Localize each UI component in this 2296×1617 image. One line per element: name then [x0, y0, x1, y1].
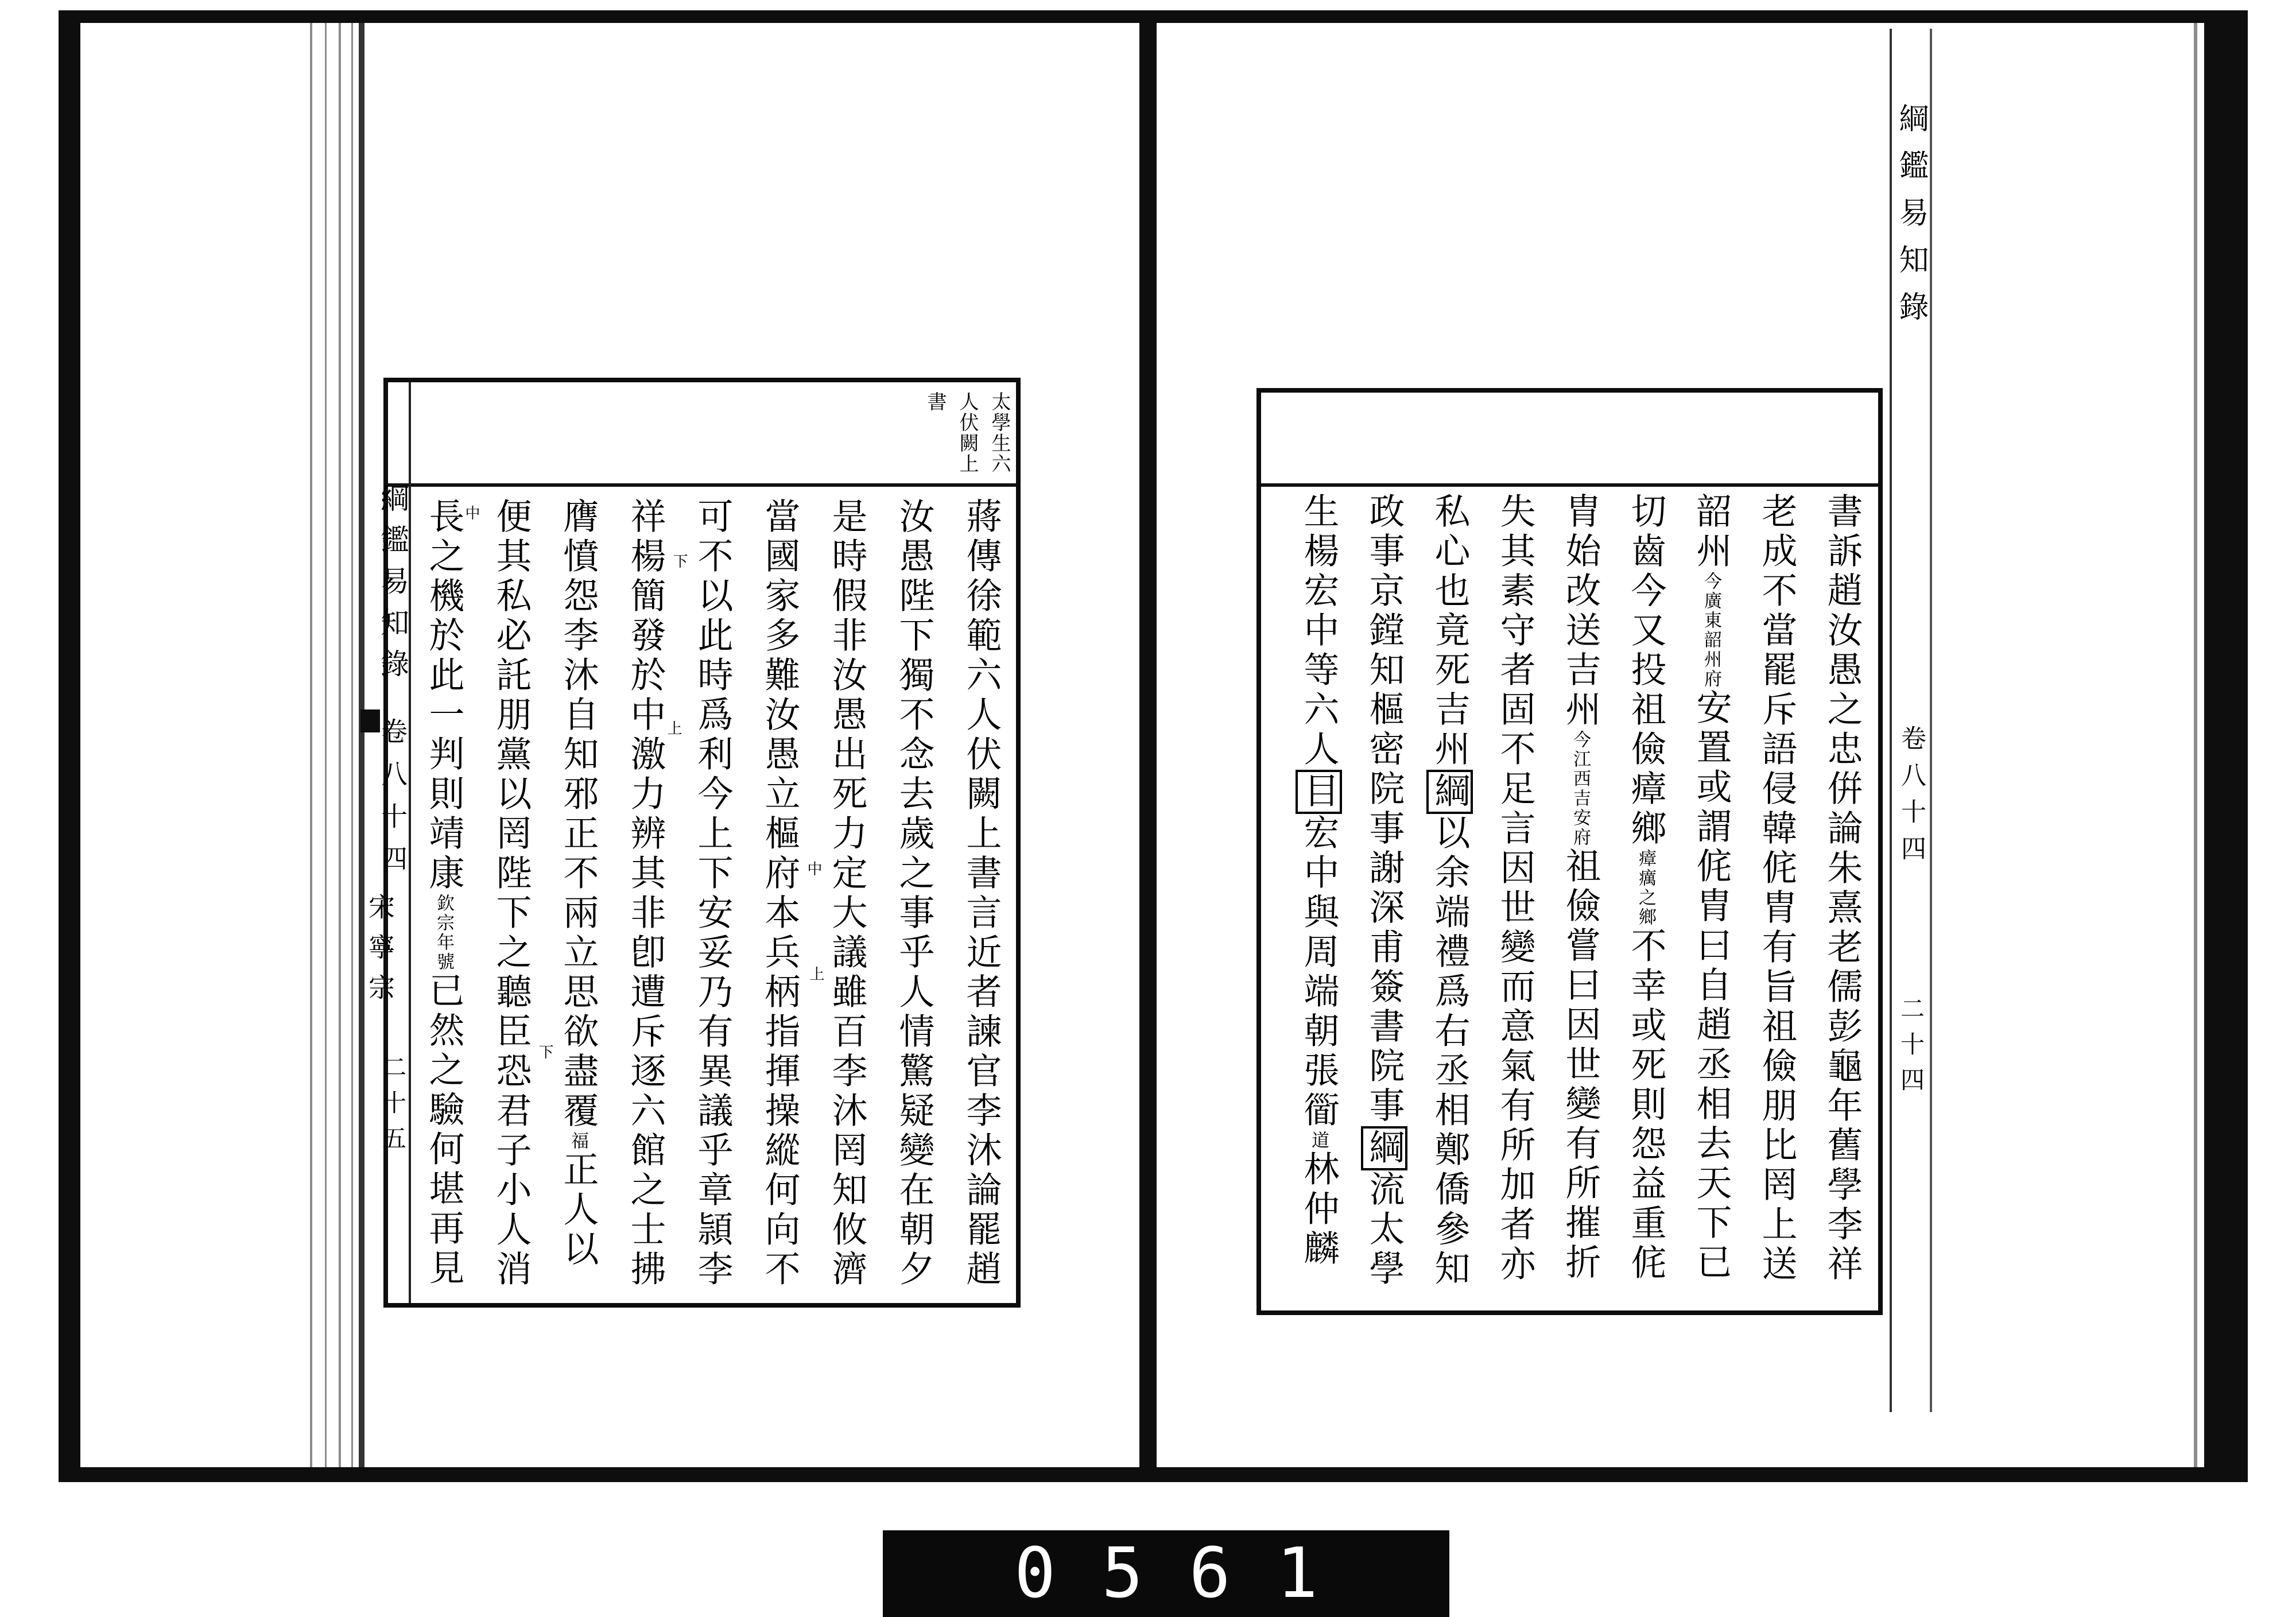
- text-column: [1809, 493, 1875, 1308]
- page-stack-line: [339, 23, 341, 1467]
- column-text: 以余端禮爲右丞相鄭僑參知: [1429, 814, 1471, 1289]
- text-column: [1351, 493, 1417, 1308]
- column-text: 汝愚陛下獨不念去歲之事乎人情驚疑變在朝夕: [893, 498, 935, 1290]
- column-text: 是時假非汝愚出死力定大議雖百李沐罔知攸濟: [826, 498, 868, 1290]
- interlinear-note: 福: [568, 1131, 588, 1151]
- margin-volume: 卷八十四: [1896, 725, 1926, 872]
- page-stack-line: [351, 23, 353, 1467]
- archive-number-label: 0561: [883, 1530, 1449, 1617]
- column-text: 長之機於此一判則靖康: [423, 498, 465, 894]
- page-stack-left: [80, 23, 359, 1467]
- left-text-columns: [410, 498, 1015, 1301]
- chapter-header-line: 太學生六: [988, 391, 1011, 474]
- column-text: 私心也竟死吉州: [1429, 493, 1471, 770]
- column-text: 不幸或死則怨益重侂: [1625, 927, 1667, 1283]
- interlinear-note: 欽宗年號: [433, 894, 454, 972]
- column-text: 林仲麟: [1298, 1150, 1340, 1269]
- interlinear-note: 瘴癘之鄉: [1635, 849, 1656, 927]
- column-text: 膺憤怨李沐自知邪正不兩立思欲盡覆: [557, 498, 599, 1131]
- column-text: 書訴趙汝愚之忠倂論朱熹老儒彭龜年舊學李祥: [1821, 493, 1863, 1285]
- text-column: [1613, 493, 1678, 1308]
- column-text: 韶州: [1690, 493, 1732, 572]
- text-column: [948, 498, 1015, 1301]
- text-column: [1417, 493, 1482, 1308]
- margin-leaf-number: 二十四: [1897, 996, 1925, 1103]
- page-stack-line: [310, 23, 312, 1467]
- column-text: 可不以此時爲利今上下安妥乃有異議乎章頴李: [692, 498, 734, 1290]
- interlinear-note: 今廣東韶州府: [1701, 572, 1721, 689]
- chapter-header-line: 人伏闕上: [956, 391, 979, 474]
- scan-edge-right: [2204, 10, 2248, 1482]
- column-text: 胄始改送吉州: [1560, 493, 1601, 730]
- column-text: 已然之驗何堪再見: [423, 972, 465, 1289]
- right-text-columns: [1286, 493, 1875, 1308]
- text-column: [881, 498, 948, 1301]
- column-text: 祖儉嘗曰因世變有所摧折: [1560, 847, 1601, 1283]
- page-stack-line: [2194, 23, 2197, 1467]
- column-text: 當國家多難汝愚立樞府本兵柄指揮操縱何向不: [759, 498, 801, 1290]
- text-column: [1548, 493, 1613, 1308]
- column-text: 切齒今又投祖儉瘴鄉: [1625, 493, 1667, 849]
- column-text: 老成不當罷斥語侵韓侂胄有旨祖儉朋比罔上送: [1756, 493, 1798, 1285]
- column-text: 安置或謂侂胄曰自趙丞相去天下已: [1690, 689, 1732, 1283]
- margin-strip-rule: [1890, 29, 1892, 1412]
- margin-volume: 卷八十四: [377, 718, 408, 887]
- column-text: 政事京鏜知樞密院事謝深甫簽書院事: [1363, 493, 1405, 1126]
- text-column: [1678, 493, 1744, 1308]
- page-stack-line: [325, 23, 327, 1467]
- column-text: 生楊宏中等六人: [1298, 493, 1340, 770]
- column-text: 流太學: [1363, 1170, 1405, 1289]
- margin-strip-rule: [1930, 29, 1932, 1412]
- text-column: [813, 498, 881, 1301]
- text-column: [545, 498, 612, 1301]
- interlinear-note: 道: [1308, 1131, 1329, 1150]
- column-text: 便其私必託朋黨以罔陛下之聽臣恐君子小人消: [490, 498, 532, 1290]
- interlinear-note: 今江西吉安府: [1570, 730, 1591, 847]
- text-column: [1744, 493, 1809, 1308]
- header-rule: [388, 483, 1016, 487]
- header-rule: [1261, 483, 1878, 487]
- text-column: [1482, 493, 1548, 1308]
- reading-mark: 上: [807, 966, 824, 981]
- text-column: [1286, 493, 1351, 1308]
- gutter: [1139, 10, 1157, 1482]
- scan-edge-left: [59, 10, 80, 1482]
- chapter-header-line: 書: [924, 391, 947, 412]
- reading-mark: 下: [670, 553, 688, 568]
- margin-book-title: 綱鑑易知錄: [1894, 103, 1928, 338]
- text-column: [410, 498, 478, 1301]
- margin-leaf-number: 二十五: [379, 1054, 407, 1161]
- margin-reign: 宋寧宗: [364, 893, 395, 1014]
- column-text: 祥楊簡發於中激力辨其非卽遭斥逐六館之士拂: [625, 498, 666, 1290]
- column-text: 正人以: [557, 1151, 599, 1270]
- column-text: 宏中與周端朝張衟: [1298, 814, 1340, 1131]
- text-column: [679, 498, 746, 1301]
- reading-mark: 下: [536, 1044, 553, 1059]
- text-column: [478, 498, 545, 1301]
- reading-mark: 中: [805, 861, 822, 876]
- text-column: [612, 498, 682, 1301]
- reading-mark: 上: [665, 720, 682, 735]
- boxed-heading-marker: 綱: [1361, 1126, 1407, 1170]
- reading-mark: 中: [463, 505, 480, 520]
- margin-book-title: 綱鑑易知錄: [376, 483, 409, 690]
- column-text: 失其素守者固不足言因世變而意氣有所加者亦: [1494, 493, 1536, 1285]
- text-column: [746, 498, 813, 1301]
- boxed-heading-marker: 綱: [1426, 770, 1473, 814]
- column-text: 蔣傳徐範六人伏闕上書言近者諫官李沐論罷趙: [960, 498, 1002, 1290]
- boxed-heading-marker: 目: [1296, 770, 1342, 814]
